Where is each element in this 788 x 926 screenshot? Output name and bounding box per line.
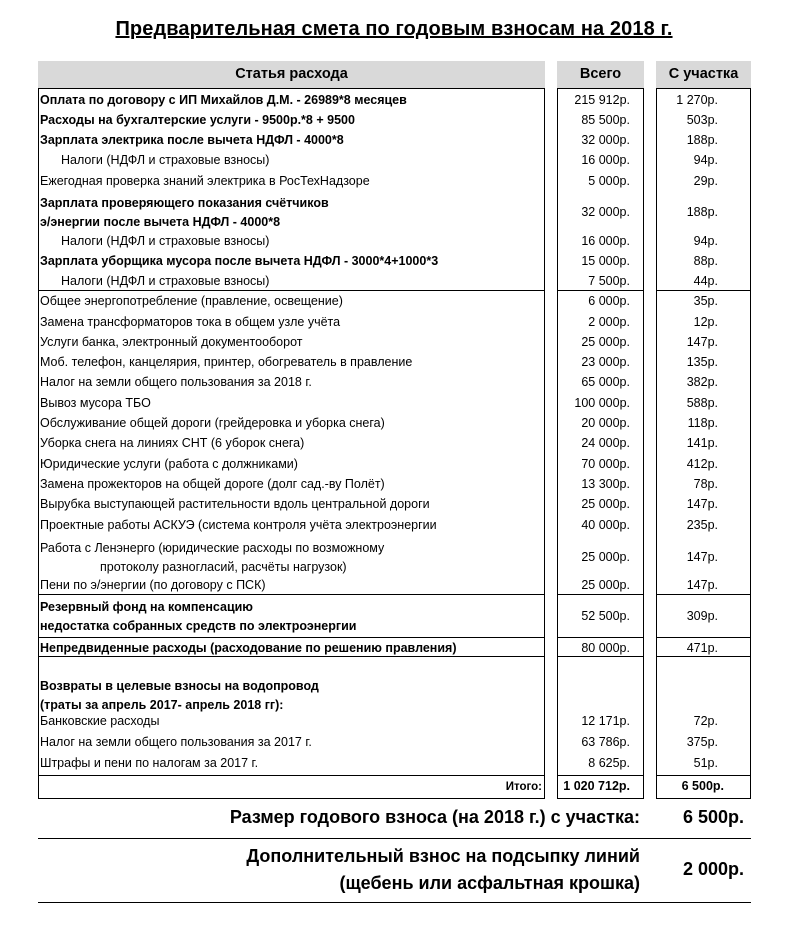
table-row: [0, 436, 788, 456]
row-per-plot: 188р.: [686, 205, 718, 219]
row-total: 7 500р.: [588, 274, 630, 288]
row-label: Возвраты в целевые взносы на водопровод: [40, 679, 319, 693]
row-label-line2: недостатка собранных средств по электроэнергии: [40, 619, 357, 633]
row-total: 32 000р.: [581, 205, 630, 219]
row-label: Резервный фонд на компенсацию: [40, 600, 253, 614]
row-per-plot: 147р.: [686, 550, 718, 564]
header-per-plot: С участка: [656, 61, 751, 88]
row-label: Пени по э/энергии (по договору с ПСК): [40, 578, 266, 592]
table-row: [0, 355, 788, 375]
row-per-plot: 588р.: [686, 396, 718, 410]
row-label-line2: протоколу разногласий, расчёты нагрузок): [100, 560, 347, 574]
table-row: [0, 93, 788, 113]
row-label-line2: э/энергии после вычета НДФЛ - 4000*8: [40, 215, 281, 229]
table-row: [0, 133, 788, 153]
row-per-plot: 147р.: [686, 578, 718, 592]
table-row: [0, 113, 788, 133]
row-total: 63 786р.: [581, 735, 630, 749]
row-total: 32 000р.: [581, 133, 630, 147]
row-total: 15 000р.: [581, 254, 630, 268]
row-label: Расходы на бухгалтерские услуги - 9500р.*8 + 9500: [40, 113, 355, 127]
table-row: [0, 679, 788, 717]
table-row: [0, 541, 788, 579]
row-label: Налог на земли общего пользования за 2018 г.: [40, 375, 312, 389]
page-title: Предварительная смета по годовым взносам на 2018 г.: [115, 18, 673, 40]
table-row: [0, 578, 788, 598]
table-row: [0, 294, 788, 314]
row-label: Общее энергопотребление (правление, освещение): [40, 294, 343, 308]
itogo-label: Итого:: [505, 781, 542, 793]
row-label: Оплата по договору с ИП Михайлов Д.М. - 26989*8 месяцев: [40, 93, 407, 107]
table-row: [0, 416, 788, 436]
table-row: [0, 714, 788, 734]
row-total: 2 000р.: [588, 315, 630, 329]
row-total: 25 000р.: [581, 550, 630, 564]
summary-line: [38, 838, 751, 839]
row-per-plot: 147р.: [686, 335, 718, 349]
row-per-plot: 382р.: [686, 375, 718, 389]
row-per-plot: 12р.: [693, 315, 718, 329]
row-per-plot: 94р.: [693, 234, 718, 248]
row-label: Непредвиденные расходы (расходование по решению правления): [40, 641, 457, 655]
table-row: [0, 153, 788, 173]
row-label: Проектные работы АСКУЭ (система контроля учёта электроэнергии: [40, 518, 437, 532]
row-per-plot: 78р.: [693, 477, 718, 491]
table-row: [0, 174, 788, 194]
table-row: [0, 274, 788, 294]
row-label-line2: (траты за апрель 2017- апрель 2018 гг):: [40, 698, 284, 712]
table-row: [0, 335, 788, 355]
row-per-plot: 503р.: [686, 113, 718, 127]
row-total: 24 000р.: [581, 436, 630, 450]
annual-fee-value: 6 500р.: [683, 807, 745, 827]
summary-line: [38, 902, 751, 903]
row-per-plot: 135р.: [686, 355, 718, 369]
row-total: 16 000р.: [581, 234, 630, 248]
table-row: [0, 497, 788, 517]
row-total: 215 912р.: [574, 93, 630, 107]
table-row: [0, 735, 788, 755]
row-label: Налоги (НДФЛ и страховые взносы): [61, 274, 270, 288]
table-row: [0, 196, 788, 234]
row-label: Зарплата проверяющего показания счётчиков: [40, 196, 329, 210]
table-row: [0, 234, 788, 254]
annual-fee-label: Размер годового взноса (на 2018 г.) с участка:: [229, 807, 640, 827]
row-label: Штрафы и пени по налогам за 2017 г.: [40, 756, 259, 770]
row-per-plot: 147р.: [686, 497, 718, 511]
row-total: 5 000р.: [588, 174, 630, 188]
row-total: 23 000р.: [581, 355, 630, 369]
header-item: Статья расхода: [38, 61, 545, 88]
row-total: 70 000р.: [581, 457, 630, 471]
row-total: 25 000р.: [581, 335, 630, 349]
row-total: 80 000р.: [581, 641, 630, 655]
itogo-total: 1 020 712р.: [563, 779, 630, 793]
row-total: 25 000р.: [581, 578, 630, 592]
row-total: 12 171р.: [581, 714, 630, 728]
row-label: Вырубка выступающей растительности вдоль центральной дороги: [40, 497, 430, 511]
row-label: Налоги (НДФЛ и страховые взносы): [61, 153, 270, 167]
row-per-plot: 309р.: [686, 609, 718, 623]
row-per-plot: 471р.: [686, 641, 718, 655]
row-per-plot: 1 270р.: [676, 93, 718, 107]
table-row: [0, 477, 788, 497]
row-per-plot: 35р.: [693, 294, 718, 308]
row-total: 65 000р.: [581, 375, 630, 389]
row-label: Ежегодная проверка знаний электрика в РосТехНадзоре: [40, 174, 370, 188]
row-label: Работа с Ленэнерго (юридические расходы по возможному: [40, 541, 385, 555]
table-row: [0, 641, 788, 661]
row-total: 8 625р.: [588, 756, 630, 770]
row-total: 13 300р.: [581, 477, 630, 491]
row-label: Обслуживание общей дороги (грейдеровка и уборка снега): [40, 416, 385, 430]
extra-fee-value: 2 000р.: [683, 859, 745, 879]
header-total: Всего: [557, 61, 644, 88]
table-row: [0, 457, 788, 477]
row-total: 40 000р.: [581, 518, 630, 532]
table-row: [0, 518, 788, 538]
row-per-plot: 188р.: [686, 133, 718, 147]
row-per-plot: 94р.: [693, 153, 718, 167]
table-row: [0, 600, 788, 638]
row-label: Услуги банка, электронный документооборот: [40, 335, 303, 349]
row-total: 6 000р.: [588, 294, 630, 308]
row-label: Налог на земли общего пользования за 2017 г.: [40, 735, 312, 749]
table-row: [0, 375, 788, 395]
row-per-plot: 51р.: [693, 756, 718, 770]
row-total: 25 000р.: [581, 497, 630, 511]
row-label: Вывоз мусора ТБО: [40, 396, 151, 410]
table-row: [0, 396, 788, 416]
row-label: Замена прожекторов на общей дороге (долг сад.-ву Полёт): [40, 477, 385, 491]
extra-fee-label-1: Дополнительный взнос на подсыпку линий: [246, 846, 640, 866]
row-per-plot: 72р.: [693, 714, 718, 728]
row-per-plot: 412р.: [686, 457, 718, 471]
table-row: [0, 254, 788, 274]
row-label: Зарплата уборщика мусора после вычета НДФЛ - 3000*4+1000*3: [40, 254, 439, 268]
row-label: Уборка снега на линиях СНТ (6 уборок снега): [40, 436, 305, 450]
row-per-plot: 29р.: [693, 174, 718, 188]
itogo-per-plot: 6 500р.: [681, 779, 724, 793]
row-total: 85 500р.: [581, 113, 630, 127]
row-per-plot: 44р.: [693, 274, 718, 288]
row-label: Банковские расходы: [40, 714, 160, 728]
row-total: 52 500р.: [581, 609, 630, 623]
row-label: Налоги (НДФЛ и страховые взносы): [61, 234, 270, 248]
row-per-plot: 118р.: [687, 416, 718, 430]
row-total: 16 000р.: [581, 153, 630, 167]
table-row: [0, 315, 788, 335]
row-label: Моб. телефон, канцелярия, принтер, обогреватель в правление: [40, 355, 413, 369]
row-per-plot: 235р.: [686, 518, 718, 532]
row-total: 100 000р.: [574, 396, 630, 410]
row-total: 20 000р.: [581, 416, 630, 430]
row-per-plot: 141р.: [686, 436, 718, 450]
extra-fee-label-2: (щебень или асфальтная крошка): [339, 873, 640, 893]
row-label: Замена трансформаторов тока в общем узле учёта: [40, 315, 341, 329]
row-label: Зарплата электрика после вычета НДФЛ - 4000*8: [40, 133, 344, 147]
row-label: Юридические услуги (работа с должниками): [40, 457, 298, 471]
row-per-plot: 88р.: [693, 254, 718, 268]
row-per-plot: 375р.: [686, 735, 718, 749]
table-row: [0, 756, 788, 776]
